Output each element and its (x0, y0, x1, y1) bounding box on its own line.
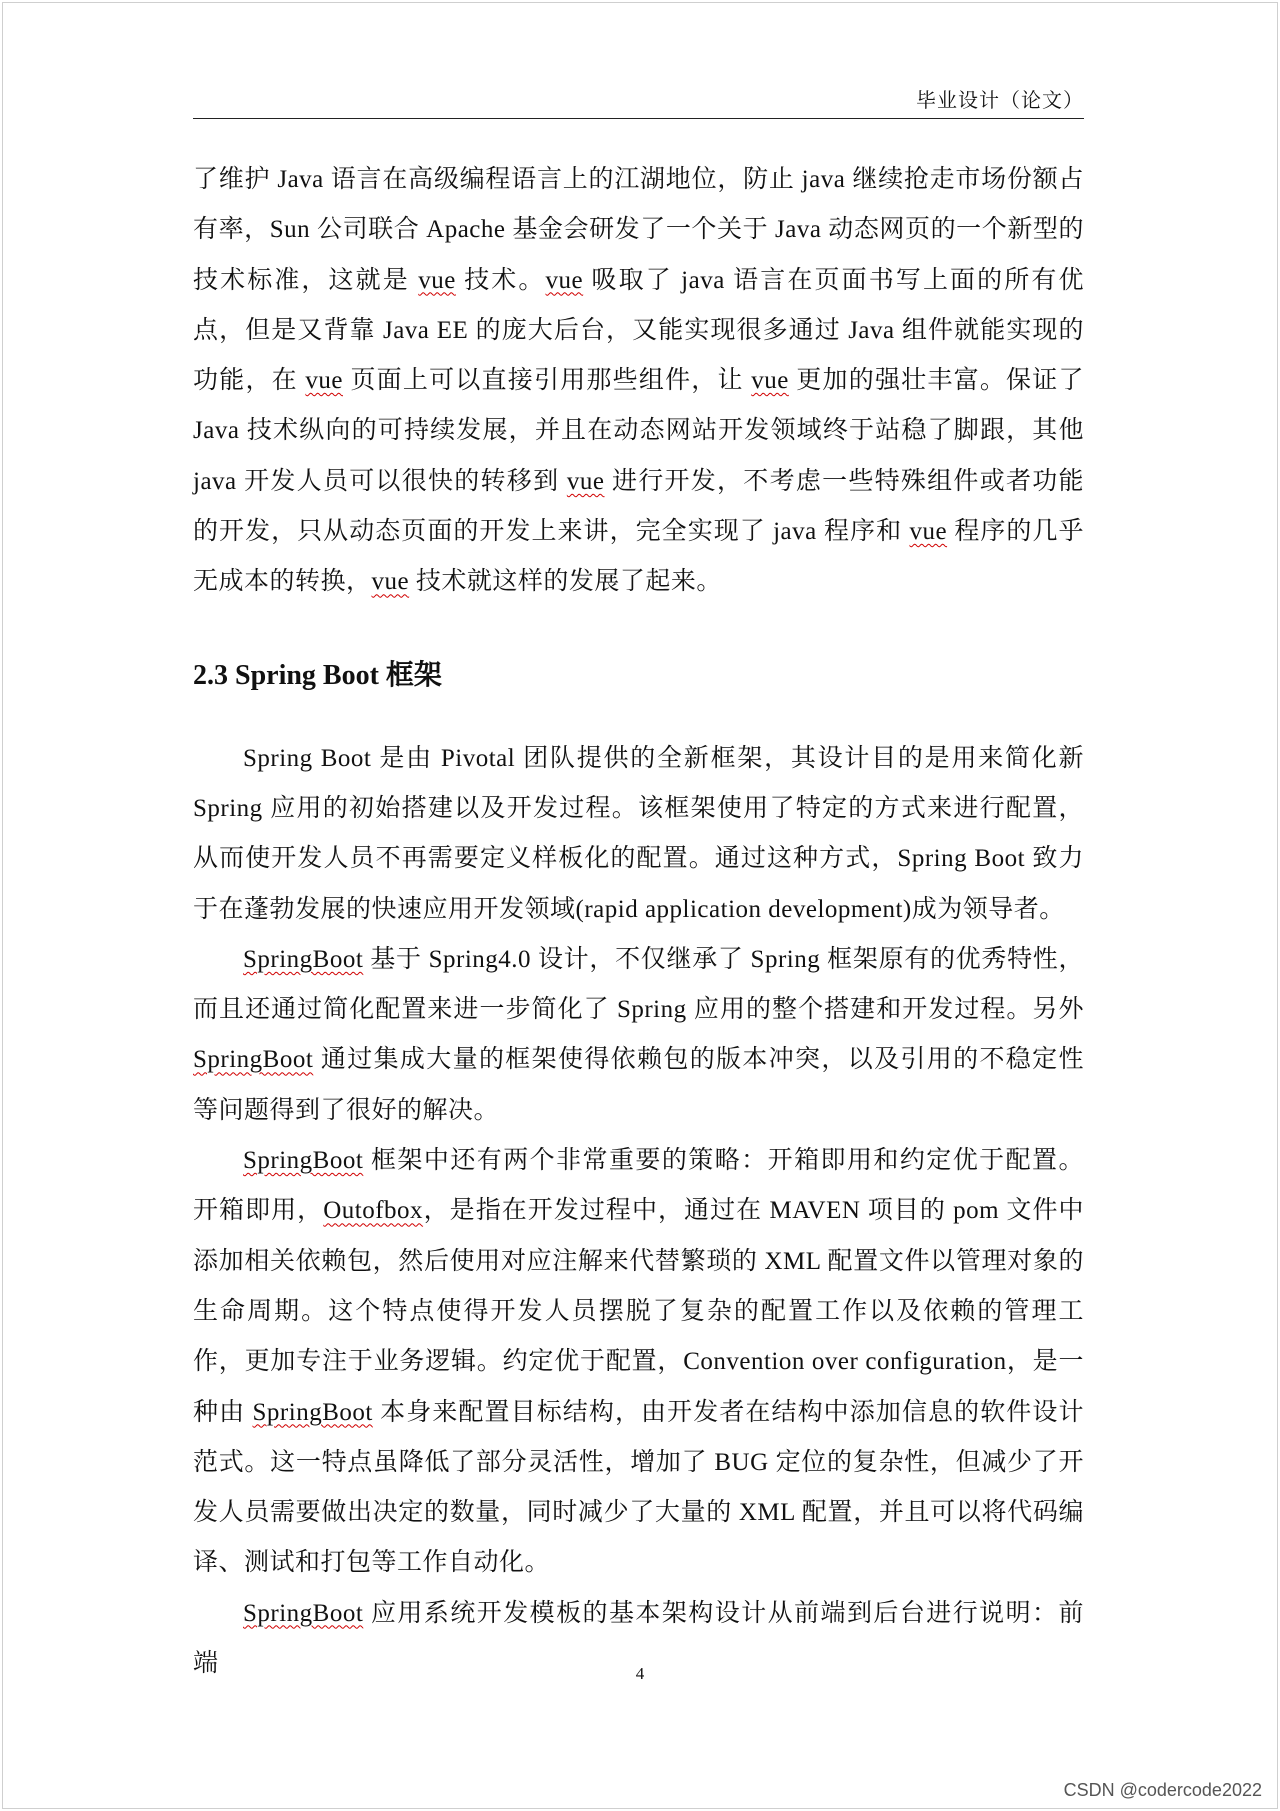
text-run: ，是指在开发过程中，通过在 MAVEN 项目的 pom 文件中添加相关依赖包，然后使用对应注解来代替繁琐的 XML 配置文件以管理对象的生命周期。这个特点使得开发人员摆脱了复杂的配置工作以及依赖的管理工作，更加专注于业务逻辑。约定优于配置，Convention over configuration，是一种由 (193, 1197, 1084, 1426)
text-run: 吸取了 java 语言在页面书写上面的所有优点，但是又背靠 Java EE 的庞大后台，又能实现很多通过 Java 组件就能实现的功能，在 (193, 266, 1084, 395)
section-heading: 2.3 Spring Boot 框架 (193, 659, 442, 691)
text-run: 通过集成大量的框架使得依赖包的版本冲突，以及引用的不稳定性等问题得到了很好的解决。 (193, 1046, 1084, 1124)
spellcheck-flagged-word: SpringBoot (243, 1599, 364, 1627)
text-run: 基于 Spring4.0 设计，不仅继承了 Spring 框架原有的优秀特性，而且还通过简化配置来进一步简化了 Spring 应用的整个搭建和开发过程。另外 (193, 945, 1084, 1024)
section-paragraphs (193, 734, 1084, 1690)
header-title: 毕业设计（论文） (916, 90, 1084, 112)
page-number: 4 (635, 1664, 645, 1683)
spellcheck-flagged-word: vue (545, 266, 584, 294)
text-run: 进行开发，不考虑一些特殊组件或者功能的开发，只从动态页面的开发上来讲，完全实现了 java 程序和 (193, 467, 1084, 546)
text-run: 更加的强壮丰富。保证了 Java 技术纵向的可持续发展，并且在动态网站开发领域终于站稳了脚跟，其他 java 开发人员可以很快的转移到 (193, 367, 1084, 495)
paragraph (193, 734, 1084, 935)
paragraph (193, 155, 1084, 608)
spellcheck-flagged-word: vue (371, 568, 410, 596)
text-run: 页面上可以直接引用那些组件，让 (342, 367, 752, 395)
spellcheck-flagged-word: SpringBoot (252, 1398, 373, 1426)
spellcheck-flagged-word: vue (751, 367, 789, 395)
spellcheck-flagged-word: vue (418, 266, 456, 294)
paragraph (193, 935, 1084, 1136)
text-run: 本身来配置目标结构，由开发者在结构中添加信息的软件设计范式。这一特点虽降低了部分灵活性，增加了 BUG 定位的复杂性，但减少了开发人员需要做出决定的数量，同时减少了大量的 XML 配置，并且可以将代码编译、测试和打包等工作自动化。 (193, 1398, 1084, 1577)
spellcheck-flagged-word: SpringBoot (243, 1147, 364, 1175)
top-paragraphs (193, 155, 1084, 608)
text-run: 了维护 Java 语言在高级编程语言上的江湖地位，防止 java 继续抢走市场份额占有率，Sun 公司联合 Apache 基金会研发了一个关于 Java 动态网页的一个新型的技术标准，这就是 (193, 166, 1084, 294)
text-run: 程序的几乎无成本的转换， (193, 518, 1085, 596)
text-run: 应用系统开发模板的基本架构设计从前端到后台进行说明：前端 (193, 1599, 1084, 1678)
spellcheck-flagged-word: vue (566, 467, 605, 495)
spellcheck-flagged-word: Outofbox (323, 1197, 424, 1225)
spellcheck-flagged-word: vue (305, 367, 343, 395)
body-text (193, 155, 1084, 1689)
text-run: 技术。 (455, 266, 546, 294)
text-run: 框架中还有两个非常重要的策略：开箱即用和约定优于配置。开箱即用， (193, 1147, 1084, 1225)
spellcheck-flagged-word: vue (909, 518, 948, 546)
spellcheck-flagged-word: SpringBoot (193, 1046, 314, 1074)
spellcheck-flagged-word: SpringBoot (243, 945, 364, 973)
text-run: Spring Boot 是由 Pivotal 团队提供的全新框架，其设计目的是用来简化新 Spring 应用的初始搭建以及开发过程。该框架使用了特定的方式来进行配置，从而使开发人员不再需要定义样板化的配置。通过这种方式，Spring Boot 致力于在蓬勃发展的快速应用开发领域(rapid application development)成为领导者。 (193, 744, 1084, 923)
paragraph (193, 1136, 1084, 1589)
text-run: 技术就这样的发展了起来。 (409, 568, 722, 596)
csdn-watermark: CSDN @codercode2022 (1063, 1780, 1262, 1800)
page-header (193, 88, 1084, 119)
